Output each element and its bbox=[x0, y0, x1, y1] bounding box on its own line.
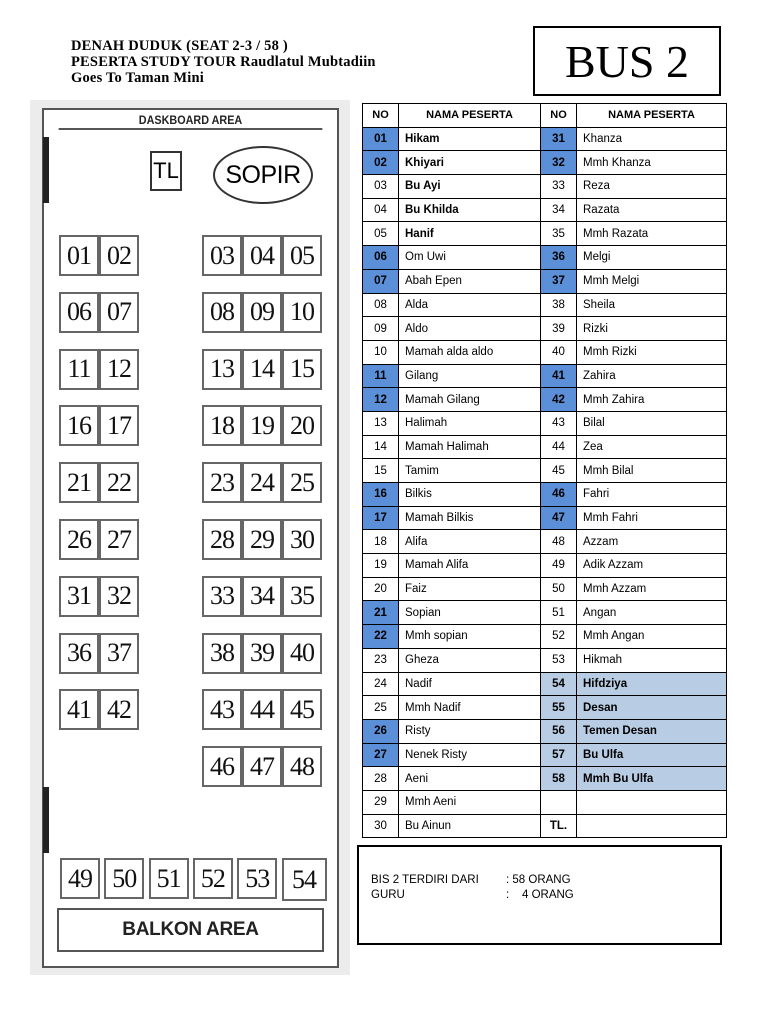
participant-number: 28 bbox=[363, 767, 399, 791]
table-row bbox=[363, 790, 727, 814]
participant-number: 49 bbox=[541, 554, 577, 578]
participant-number: 10 bbox=[363, 340, 399, 364]
participant-number: 19 bbox=[363, 554, 399, 578]
participant-name: Mamah Alifa bbox=[399, 554, 541, 578]
seat: 53 bbox=[237, 858, 277, 899]
seat: 25 bbox=[282, 462, 322, 503]
participant-number: 25 bbox=[363, 696, 399, 720]
participant-name: Mmh Razata bbox=[577, 222, 727, 246]
participant-number: 12 bbox=[363, 388, 399, 412]
seat: 05 bbox=[282, 235, 322, 276]
participant-number: 13 bbox=[363, 411, 399, 435]
participant-name: Zahira bbox=[577, 364, 727, 388]
table-row bbox=[363, 293, 727, 317]
participant-name: Gilang bbox=[399, 364, 541, 388]
participant-name: Alifa bbox=[399, 530, 541, 554]
participant-name: Tamim bbox=[399, 459, 541, 483]
participant-name: Sheila bbox=[577, 293, 727, 317]
seat: 12 bbox=[99, 349, 139, 390]
summary-total-row bbox=[371, 874, 571, 886]
participant-name: Adik Azzam bbox=[577, 554, 727, 578]
participant-name: Reza bbox=[577, 175, 727, 199]
table-row bbox=[363, 175, 727, 199]
tl-label: TL bbox=[153, 158, 179, 183]
participant-number: 42 bbox=[541, 388, 577, 412]
table-row bbox=[363, 317, 727, 341]
seat: 20 bbox=[282, 405, 322, 446]
participant-name: Abah Epen bbox=[399, 269, 541, 293]
bus-wall-marker bbox=[43, 137, 49, 203]
table-row bbox=[363, 719, 727, 743]
participant-number: 53 bbox=[541, 648, 577, 672]
participant-name: Bilal bbox=[577, 411, 727, 435]
column-header-name: NAMA PESERTA bbox=[399, 104, 541, 128]
participant-number: 07 bbox=[363, 269, 399, 293]
participant-name: Alda bbox=[399, 293, 541, 317]
participant-number: 45 bbox=[541, 459, 577, 483]
seat: 17 bbox=[99, 405, 139, 446]
header-subtitle: PESERTA STUDY TOUR Raudlatul Mubtadiin bbox=[71, 54, 376, 70]
table-row bbox=[363, 459, 727, 483]
participant-number: 33 bbox=[541, 175, 577, 199]
participant-number: 56 bbox=[541, 719, 577, 743]
table-header-row bbox=[363, 104, 727, 128]
participant-name: Mmh Nadif bbox=[399, 696, 541, 720]
participant-number: 27 bbox=[363, 743, 399, 767]
seat: 24 bbox=[242, 462, 282, 503]
seat: 32 bbox=[99, 576, 139, 617]
participant-name: Angan bbox=[577, 601, 727, 625]
seat: 02 bbox=[99, 235, 139, 276]
participant-name: Om Uwi bbox=[399, 246, 541, 270]
table-row bbox=[363, 222, 727, 246]
participant-name: Mmh Bu Ulfa bbox=[577, 767, 727, 791]
participant-number: 06 bbox=[363, 246, 399, 270]
seat: 52 bbox=[193, 858, 233, 899]
seat: 14 bbox=[242, 349, 282, 390]
seat: 37 bbox=[99, 633, 139, 674]
participant-name bbox=[577, 790, 727, 814]
seat: 54 bbox=[282, 858, 327, 901]
participant-name: Bu Ainun bbox=[399, 814, 541, 838]
seat: 42 bbox=[99, 689, 139, 730]
seat: 28 bbox=[202, 519, 242, 560]
summary-teacher-label: GURU bbox=[371, 889, 405, 901]
table-row bbox=[363, 814, 727, 838]
participant-number: 31 bbox=[541, 127, 577, 151]
participant-name: Hanif bbox=[399, 222, 541, 246]
participant-number: 08 bbox=[363, 293, 399, 317]
seat: 22 bbox=[99, 462, 139, 503]
seat: 39 bbox=[242, 633, 282, 674]
seat: 31 bbox=[59, 576, 99, 617]
participant-number: 37 bbox=[541, 269, 577, 293]
participant-number: 38 bbox=[541, 293, 577, 317]
table-row bbox=[363, 269, 727, 293]
participant-table bbox=[362, 103, 727, 838]
driver-seat bbox=[213, 146, 313, 204]
participant-number: 50 bbox=[541, 577, 577, 601]
table-row bbox=[363, 483, 727, 507]
seat: 10 bbox=[282, 292, 322, 333]
participant-name: Bu Ayi bbox=[399, 175, 541, 199]
bus-wall-marker bbox=[43, 787, 49, 853]
seat: 35 bbox=[282, 576, 322, 617]
seat: 45 bbox=[282, 689, 322, 730]
participant-name: Desan bbox=[577, 696, 727, 720]
participant-number: 09 bbox=[363, 317, 399, 341]
participant-number: 48 bbox=[541, 530, 577, 554]
participant-name: Fahri bbox=[577, 483, 727, 507]
participant-number bbox=[541, 790, 577, 814]
participant-name: Mamah Halimah bbox=[399, 435, 541, 459]
participant-number: 41 bbox=[541, 364, 577, 388]
participant-number: 58 bbox=[541, 767, 577, 791]
summary-box bbox=[357, 845, 722, 945]
participant-number: 29 bbox=[363, 790, 399, 814]
participant-number: 17 bbox=[363, 506, 399, 530]
seat: 23 bbox=[202, 462, 242, 503]
participant-name: Mmh Fahri bbox=[577, 506, 727, 530]
participant-name: Mmh Angan bbox=[577, 625, 727, 649]
participant-number: 55 bbox=[541, 696, 577, 720]
table-row bbox=[363, 340, 727, 364]
participant-number: 05 bbox=[363, 222, 399, 246]
seat: 07 bbox=[99, 292, 139, 333]
table-row bbox=[363, 767, 727, 791]
column-header-no: NO bbox=[541, 104, 577, 128]
participant-number: 40 bbox=[541, 340, 577, 364]
participant-name: Melgi bbox=[577, 246, 727, 270]
participant-number: 39 bbox=[541, 317, 577, 341]
participant-name: Khanza bbox=[577, 127, 727, 151]
balcony-area bbox=[57, 908, 324, 952]
seat: 16 bbox=[59, 405, 99, 446]
participant-name: Hifdziya bbox=[577, 672, 727, 696]
participant-name: Temen Desan bbox=[577, 719, 727, 743]
participant-number: 03 bbox=[363, 175, 399, 199]
participant-number: 16 bbox=[363, 483, 399, 507]
seat: 51 bbox=[149, 858, 189, 899]
participant-number: 04 bbox=[363, 198, 399, 222]
column-header-no: NO bbox=[363, 104, 399, 128]
participant-name: Mmh Bilal bbox=[577, 459, 727, 483]
table-row bbox=[363, 506, 727, 530]
participant-number: 34 bbox=[541, 198, 577, 222]
participant-name: Mmh Aeni bbox=[399, 790, 541, 814]
participant-number: 52 bbox=[541, 625, 577, 649]
document-header bbox=[71, 38, 376, 86]
seat: 43 bbox=[202, 689, 242, 730]
header-destination: Goes To Taman Mini bbox=[71, 70, 204, 86]
seat: 30 bbox=[282, 519, 322, 560]
seat: 01 bbox=[59, 235, 99, 276]
participant-number: 18 bbox=[363, 530, 399, 554]
participant-number: 02 bbox=[363, 151, 399, 175]
participant-number: 01 bbox=[363, 127, 399, 151]
table-row bbox=[363, 198, 727, 222]
participant-number: 32 bbox=[541, 151, 577, 175]
seat: 50 bbox=[104, 858, 144, 899]
balcony-label: BALKON AREA bbox=[122, 919, 259, 940]
seat: 48 bbox=[282, 746, 322, 787]
seat: 33 bbox=[202, 576, 242, 617]
participant-name: Mmh Zahira bbox=[577, 388, 727, 412]
seat: 41 bbox=[59, 689, 99, 730]
participant-name: Khiyari bbox=[399, 151, 541, 175]
seat: 49 bbox=[60, 858, 100, 899]
bus-label: BUS 2 bbox=[565, 35, 689, 87]
participant-number: 54 bbox=[541, 672, 577, 696]
participant-name: Nadif bbox=[399, 672, 541, 696]
participant-name: Mmh Khanza bbox=[577, 151, 727, 175]
seat: 46 bbox=[202, 746, 242, 787]
table-row bbox=[363, 388, 727, 412]
participant-name: Bu Khilda bbox=[399, 198, 541, 222]
table-row bbox=[363, 435, 727, 459]
seat: 13 bbox=[202, 349, 242, 390]
table-row bbox=[363, 127, 727, 151]
participant-number: 26 bbox=[363, 719, 399, 743]
participant-name: Aeni bbox=[399, 767, 541, 791]
driver-label: SOPIR bbox=[225, 160, 301, 189]
participant-number: 46 bbox=[541, 483, 577, 507]
table-row bbox=[363, 530, 727, 554]
participant-name: Gheza bbox=[399, 648, 541, 672]
seat: 09 bbox=[242, 292, 282, 333]
seat: 27 bbox=[99, 519, 139, 560]
participant-name: Aldo bbox=[399, 317, 541, 341]
participant-number: 22 bbox=[363, 625, 399, 649]
participant-name: Mmh Rizki bbox=[577, 340, 727, 364]
summary-teacher-row bbox=[371, 889, 574, 901]
participant-number: 43 bbox=[541, 411, 577, 435]
table-row bbox=[363, 696, 727, 720]
participant-number: 11 bbox=[363, 364, 399, 388]
seat: 29 bbox=[242, 519, 282, 560]
header-title: DENAH DUDUK (SEAT 2-3 / 58 ) bbox=[71, 38, 288, 54]
participant-number: 14 bbox=[363, 435, 399, 459]
seat: 38 bbox=[202, 633, 242, 674]
participant-number: 15 bbox=[363, 459, 399, 483]
table-row bbox=[363, 625, 727, 649]
table-row bbox=[363, 364, 727, 388]
dashboard-area: DASKBOARD AREA bbox=[59, 110, 323, 130]
table-row bbox=[363, 246, 727, 270]
seat: 21 bbox=[59, 462, 99, 503]
participant-number: 57 bbox=[541, 743, 577, 767]
participant-name: Bu Ulfa bbox=[577, 743, 727, 767]
participant-name: Halimah bbox=[399, 411, 541, 435]
seat: 15 bbox=[282, 349, 322, 390]
table-row bbox=[363, 601, 727, 625]
participant-name: Razata bbox=[577, 198, 727, 222]
table-row bbox=[363, 577, 727, 601]
summary-teacher-value: : 4 ORANG bbox=[506, 889, 574, 901]
participant-name: Sopian bbox=[399, 601, 541, 625]
seat: 47 bbox=[242, 746, 282, 787]
table-row bbox=[363, 554, 727, 578]
participant-name: Mmh Azzam bbox=[577, 577, 727, 601]
participant-name: Nenek Risty bbox=[399, 743, 541, 767]
seat: 34 bbox=[242, 576, 282, 617]
bus-label-box bbox=[533, 26, 721, 96]
participant-number: TL. bbox=[541, 814, 577, 838]
participant-number: 35 bbox=[541, 222, 577, 246]
seat: 03 bbox=[202, 235, 242, 276]
seat: 36 bbox=[59, 633, 99, 674]
table-row bbox=[363, 648, 727, 672]
participant-name: Faiz bbox=[399, 577, 541, 601]
participant-name: Zea bbox=[577, 435, 727, 459]
seat: 44 bbox=[242, 689, 282, 730]
seat: 40 bbox=[282, 633, 322, 674]
participant-number: 23 bbox=[363, 648, 399, 672]
column-header-name: NAMA PESERTA bbox=[577, 104, 727, 128]
seat: 08 bbox=[202, 292, 242, 333]
participant-name: Azzam bbox=[577, 530, 727, 554]
seat: 11 bbox=[59, 349, 99, 390]
participant-name: Mamah Bilkis bbox=[399, 506, 541, 530]
participant-name: Rizki bbox=[577, 317, 727, 341]
participant-number: 20 bbox=[363, 577, 399, 601]
table-row bbox=[363, 411, 727, 435]
participant-name: Hikam bbox=[399, 127, 541, 151]
table-row bbox=[363, 743, 727, 767]
participant-number: 44 bbox=[541, 435, 577, 459]
participant-name: Bilkis bbox=[399, 483, 541, 507]
seat: 06 bbox=[59, 292, 99, 333]
participant-name bbox=[577, 814, 727, 838]
participant-number: 51 bbox=[541, 601, 577, 625]
summary-total-value: : 58 ORANG bbox=[506, 874, 571, 886]
participant-number: 36 bbox=[541, 246, 577, 270]
table-row bbox=[363, 151, 727, 175]
participant-number: 47 bbox=[541, 506, 577, 530]
participant-name: Mmh Melgi bbox=[577, 269, 727, 293]
seat: 18 bbox=[202, 405, 242, 446]
seat: 19 bbox=[242, 405, 282, 446]
participant-name: Mamah Gilang bbox=[399, 388, 541, 412]
seat: 26 bbox=[59, 519, 99, 560]
participant-number: 21 bbox=[363, 601, 399, 625]
participant-name: Risty bbox=[399, 719, 541, 743]
tour-leader-seat bbox=[150, 151, 182, 191]
participant-name: Mmh sopian bbox=[399, 625, 541, 649]
participant-number: 30 bbox=[363, 814, 399, 838]
participant-name: Hikmah bbox=[577, 648, 727, 672]
table-row bbox=[363, 672, 727, 696]
seat: 04 bbox=[242, 235, 282, 276]
summary-total-label: BIS 2 TERDIRI DARI bbox=[371, 874, 479, 886]
participant-number: 24 bbox=[363, 672, 399, 696]
participant-name: Mamah alda aldo bbox=[399, 340, 541, 364]
